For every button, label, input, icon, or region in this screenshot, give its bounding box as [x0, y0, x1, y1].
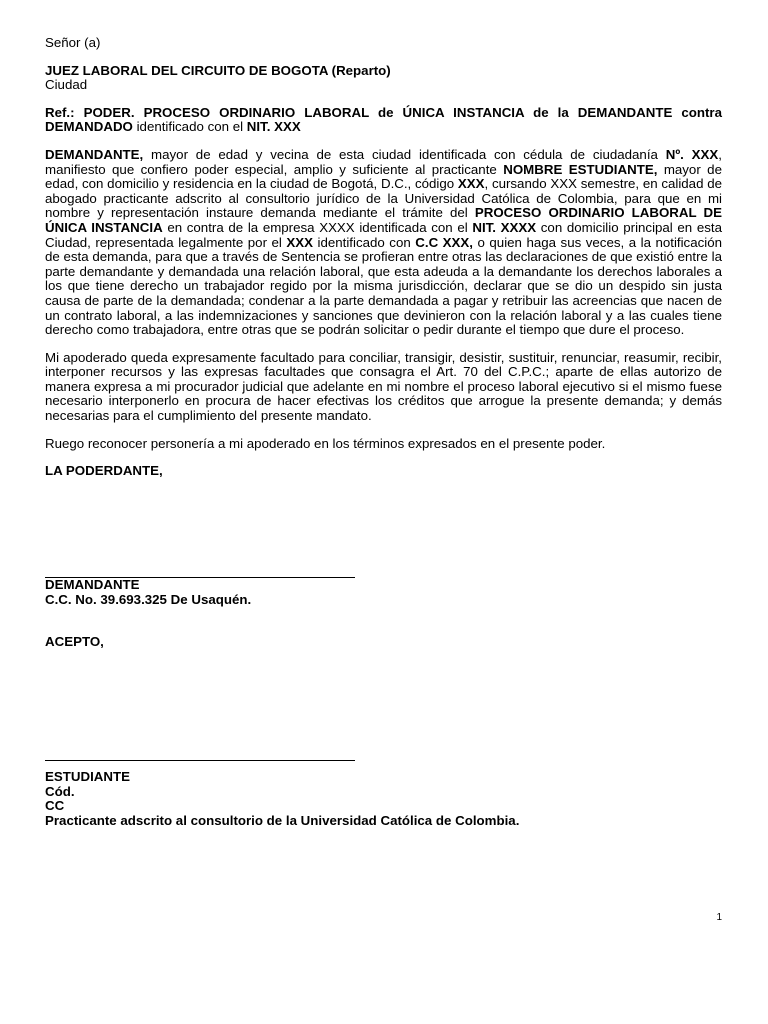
signature2-code: Cód. [45, 783, 75, 799]
body1-s3: Nº. XXX [665, 146, 719, 162]
body-paragraph-2: Mi apoderado queda expresamente facultado para conciliar, transigir, desistir, sustituir, renunciar, reasumir, recibir, interponer recursos y las expresas facultades que consagra el Art. 70 del C.P.C.; aparte de ellas autorizo de manera expresa a mi procurador judicial que adelante en mi nombre el proceso laboral ejecutivo si el mismo fuese necesario interponerlo en procura de hacer efectivas los créditos que arrogue la presente demanda; y demás necesarias para el cumplimiento del presente mandato. [45, 349, 722, 424]
reference-line [45, 106, 722, 135]
acepto-block [45, 635, 722, 650]
body1-s6: mayor de edad, con domicilio y residencia en la ciudad de Bogotá, D.C., código [45, 161, 722, 192]
signature-block-1 [45, 578, 722, 607]
body1-s13: XXX [286, 234, 313, 250]
body1-s8: , cursando XXX semestre, en calidad de abogado practicante adscrito al consultorio jurídico de la Universidad Católica de Colombia, para que en mi nombre y representación instaure demanda mediante el trámite del [45, 176, 722, 221]
addressee-title: JUEZ LABORAL DEL CIRCUITO DE BOGOTA (Reparto) [45, 62, 391, 78]
acepto-label: ACEPTO, [45, 634, 104, 649]
body-paragraph-1 [45, 148, 722, 338]
body1-s5: NOMBRE ESTUDIANTE, [503, 161, 658, 177]
addressee-city: Ciudad [45, 77, 88, 93]
body1-s2: mayor de edad y vecina de esta ciudad identificada con cédula de ciudadanía [143, 146, 666, 162]
body-paragraph-3: Ruego reconocer personería a mi apoderado en los términos expresados en el presente poder. [45, 435, 606, 451]
salutation: Señor (a) [45, 35, 101, 50]
reference-nit: NIT. XXX [246, 119, 301, 135]
signature-line-2 [45, 760, 355, 761]
body1-s11: NIT. XXXX [472, 219, 537, 235]
reference-text: identificado con el [132, 119, 247, 135]
body1-s10: en contra de la empresa XXXX identificada con el [162, 219, 473, 235]
body1-s7: XXX [457, 176, 485, 192]
body1-s9: PROCESO ORDINARIO LABORAL DE ÚNICA INSTANCIA [45, 205, 722, 235]
signature1-id: C.C. No. 39.693.325 De Usaquén. [45, 591, 252, 607]
signature-block-2 [45, 770, 722, 828]
body1-s14: identificado con [313, 234, 416, 250]
poderdante-label: LA PODERDANTE, [45, 463, 163, 479]
document-page [45, 36, 722, 479]
signature2-name: ESTUDIANTE [45, 769, 130, 784]
body1-s15: C.C XXX, [415, 234, 473, 250]
body1-s12: con domicilio principal en esta Ciudad, representada legalmente por el [45, 219, 722, 250]
signature2-cc: CC [45, 798, 65, 814]
signature2-role: Practicante adscrito al consultorio de la Universidad Católica de Colombia. [45, 812, 520, 828]
body1-s1: DEMANDANTE, [45, 146, 144, 162]
page-number: 1 [716, 912, 722, 923]
body1-s4: , manifiesto que confiero poder especial, amplio y suficiente al practicante [45, 146, 722, 177]
reference-label: Ref.: PODER. PROCESO ORDINARIO LABORAL de ÚNICA INSTANCIA de la DEMANDANTE contra DEMANDADO [45, 104, 722, 135]
signature1-name: DEMANDANTE [45, 577, 140, 592]
body1-s16: o quien haga sus veces, a la notificación de esta demanda, para que a través de Sentencia se profieran entre otras las declaraciones de que existió entre la parte demandante y demandada una relación laboral, que esta adeuda a la demandante los derechos laborales a los que tiene derecho un trabajador regido por la misma jurisdicción, declarar que se dio un despido sin justa causa de parte de la demandada; condenar a la parte demandada a pagar y retribuir las acreencias que nacen de un contrato laboral, a las indemnizaciones y sanciones que devinieron con la relación laboral y a las cuales tiene derecho como trabajadora, entre otras que se podrán solicitar o pedir durante el tiempo que dure el proceso. [45, 234, 722, 338]
